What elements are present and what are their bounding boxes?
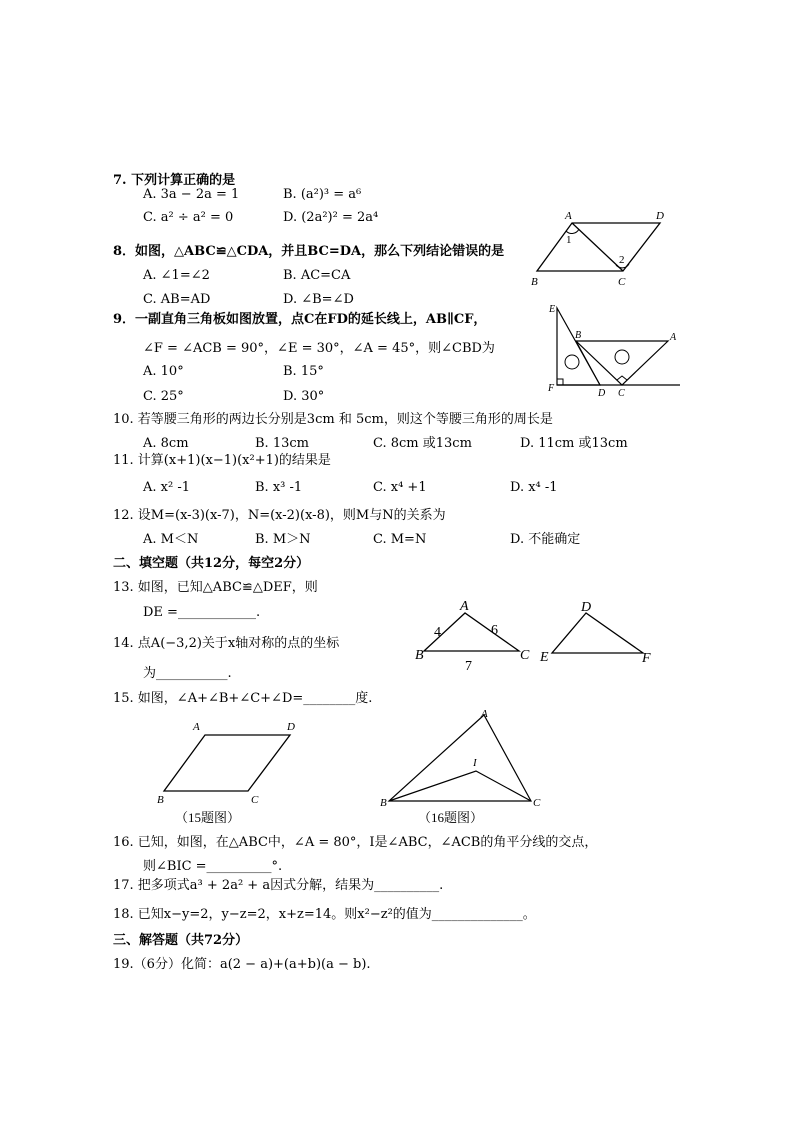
q15-label-d: D <box>287 721 295 733</box>
q8-stem: 8．如图，△ABC≌△CDA，并且BC=DA，那么下列结论错误的是 <box>113 244 505 259</box>
q7-option-c: C. a² ÷ a² = 0 <box>143 210 234 225</box>
q17-stem: 17. 把多项式a³ + 2a² + a因式分解，结果为__________. <box>113 878 444 893</box>
q16-caption: （16题图） <box>418 810 484 825</box>
q9-option-c: C. 25° <box>143 389 184 404</box>
q9-triangle-set-figure <box>540 300 685 400</box>
q13-side-7: 7 <box>465 659 472 674</box>
q8-label-c: C <box>618 276 626 288</box>
q15-label-b: B <box>157 794 164 806</box>
q13-label-c: C <box>520 648 530 663</box>
q8-option-b: B. AC=CA <box>283 268 351 283</box>
q10-option-b: B. 13cm <box>255 436 309 451</box>
q13-label-d: D <box>581 600 592 615</box>
q8-parallelogram-figure <box>525 205 670 290</box>
q13-label-f: F <box>642 651 651 666</box>
q14-answer-line: 为___________. <box>143 666 232 681</box>
q9-option-d: D. 30° <box>283 389 325 404</box>
q19-stem: 19.（6分）化简：a(2 − a)+(a+b)(a − b). <box>113 957 371 972</box>
q14-stem: 14. 点A(−3,2)关于x轴对称的点的坐标 <box>113 636 340 651</box>
q9-stem: 9．一副直角三角板如图放置，点C在FD的延长线上，AB∥CF， <box>113 312 487 327</box>
q16-label-b: B <box>380 797 387 809</box>
q13-stem: 13. 如图，已知△ABC≌△DEF，则 <box>113 580 318 595</box>
q16-label-c: C <box>533 797 541 809</box>
q18-stem: 18. 已知x−y=2，y−z=2，x+z=14。则x²−z²的值为______________。 <box>113 907 536 922</box>
q7-option-b: B. (a²)³ = a⁶ <box>283 187 362 202</box>
q9-stem-2: ∠F = ∠ACB = 90°，∠E = 30°，∠A = 45°，则∠CBD为 <box>143 341 495 356</box>
q15-stem: 15. 如图，∠A+∠B+∠C+∠D=________度. <box>113 691 373 706</box>
q8-option-d: D. ∠B=∠D <box>283 292 354 307</box>
q9-option-a: A. 10° <box>143 364 184 379</box>
q9-label-c: C <box>618 388 625 399</box>
q10-option-c: C. 8cm 或13cm <box>373 436 472 451</box>
q8-label-a: A <box>565 210 572 222</box>
q10-stem: 10. 若等腰三角形的两边长分别是3cm 和 5cm，则这个等腰三角形的周长是 <box>113 412 553 427</box>
q15-parallelogram-figure <box>150 715 310 830</box>
section-3-heading: 三、解答题（共72分） <box>113 933 249 948</box>
q16-triangle-figure <box>370 700 555 830</box>
q13-label-a: A <box>460 599 469 614</box>
q11-stem: 11. 计算(x+1)(x−1)(x²+1)的结果是 <box>113 453 331 468</box>
q9-label-d: D <box>598 388 606 399</box>
q16-answer-line: 则∠BIC =__________°. <box>143 859 283 874</box>
q8-option-c: C. AB=AD <box>143 292 211 307</box>
q15-label-a: A <box>193 721 200 733</box>
q15-caption: （15题图） <box>175 810 241 825</box>
q8-label-b: B <box>531 276 538 288</box>
q9-label-a: A <box>670 332 677 343</box>
q16-label-i: I <box>473 757 477 769</box>
q12-option-d: D. 不能确定 <box>510 532 581 547</box>
q12-option-b: B. M＞N <box>255 532 311 547</box>
q13-side-4: 4 <box>434 625 441 640</box>
q9-label-f: F <box>548 383 555 394</box>
q16-stem: 16. 已知，如图，在△ABC中，∠A = 80°，I是∠ABC，∠ACB的角平分线的交点， <box>113 835 598 850</box>
q11-option-d: D. x⁴ -1 <box>510 480 558 495</box>
q7-option-a: A. 3a − 2a = 1 <box>143 187 240 202</box>
q16-label-a: A <box>481 708 488 720</box>
section-2-heading: 二、填空题（共12分，每空2分） <box>113 556 310 571</box>
q7-stem: 7. 下列计算正确的是 <box>113 173 236 188</box>
q8-angle-2: 2 <box>619 254 625 266</box>
q10-option-a: A. 8cm <box>143 436 189 451</box>
q11-option-c: C. x⁴ +1 <box>373 480 427 495</box>
q9-option-b: B. 15° <box>283 364 324 379</box>
q10-option-d: D. 11cm 或13cm <box>520 436 628 451</box>
q12-option-a: A. M＜N <box>143 532 199 547</box>
q8-angle-1: 1 <box>566 234 572 246</box>
q15-label-c: C <box>251 794 259 806</box>
q9-label-e: E <box>549 304 556 315</box>
q7-option-d: D. (2a²)² = 2a⁴ <box>283 210 379 225</box>
q12-option-c: C. M=N <box>373 532 427 547</box>
q13-label-b: B <box>415 648 424 663</box>
q11-option-a: A. x² -1 <box>143 480 190 495</box>
q8-option-a: A. ∠1=∠2 <box>143 268 210 283</box>
q8-label-d: D <box>656 210 664 222</box>
q11-option-b: B. x³ -1 <box>255 480 303 495</box>
q13-answer-line: DE =____________. <box>143 605 261 620</box>
q9-label-b: B <box>575 330 582 341</box>
q13-label-e: E <box>540 650 549 665</box>
q13-side-6: 6 <box>491 623 498 638</box>
q12-stem: 12. 设M=(x-3)(x-7)，N=(x-2)(x-8)，则M与N的关系为 <box>113 508 446 523</box>
q13-congruent-triangles-figure <box>410 595 660 675</box>
